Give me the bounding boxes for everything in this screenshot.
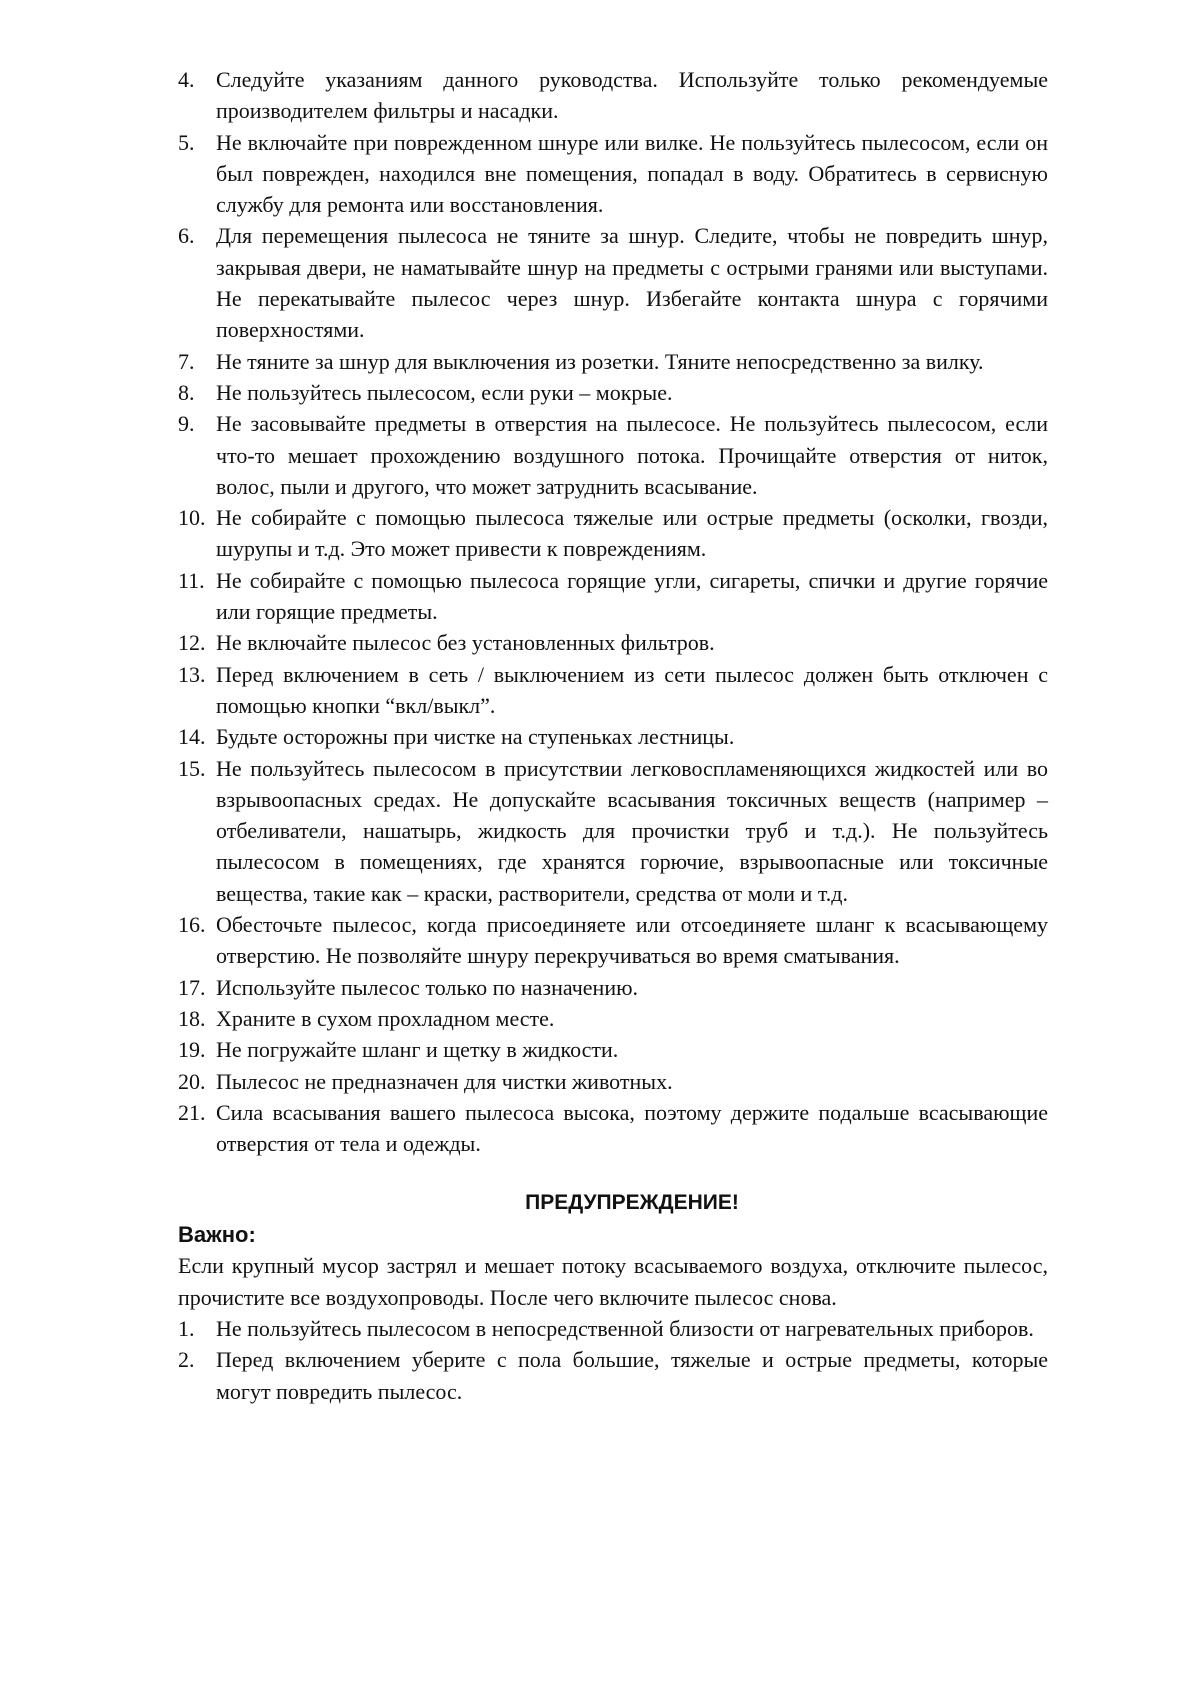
list-item xyxy=(178,909,1048,972)
item-number: 10. xyxy=(178,505,206,531)
item-number: 2. xyxy=(178,1347,195,1373)
list-item xyxy=(178,1066,1048,1097)
item-number: 5. xyxy=(178,129,195,155)
item-number: 18. xyxy=(178,1005,206,1031)
item-text: Будьте осторожны при чистке на ступеньках лестницы. xyxy=(216,724,735,750)
warning-heading: ПРЕДУПРЕЖДЕНИЕ! xyxy=(525,1191,739,1215)
list-item xyxy=(178,1003,1048,1034)
item-number: 20. xyxy=(178,1068,206,1094)
item-number: 16. xyxy=(178,912,206,938)
warning-list xyxy=(178,1313,1048,1407)
item-text: Не пользуйтесь пылесосом, если руки – мокрые. xyxy=(216,379,673,405)
list-item xyxy=(178,1034,1048,1065)
item-text: Не пользуйтесь пылесосом в непосредственной близости от нагревательных приборов. xyxy=(216,1315,1034,1341)
item-text: Перед включением в сеть / выключением из сети пылесос должен быть отключен с помощью кнопки “вкл/выкл”. xyxy=(216,661,1048,718)
item-text: Не погружайте шланг и щетку в жидкости. xyxy=(216,1037,619,1063)
list-item xyxy=(178,565,1048,628)
item-text: Не собирайте с помощью пылесоса тяжелые или острые предметы (осколки, гвозди, шурупы и т.д. Это может привести к повреждениям. xyxy=(216,505,1048,562)
item-number: 9. xyxy=(178,411,195,437)
item-number: 11. xyxy=(178,567,205,593)
item-text: Сила всасывания вашего пылесоса высока, поэтому держите подальше всасывающие отверстия от тела и одежды. xyxy=(216,1099,1048,1157)
item-text: Следуйте указаниям данного руководства. Используйте только рекомендуемые производителем фильтры и насадки. xyxy=(216,67,1048,124)
list-item xyxy=(178,220,1048,345)
item-number: 12. xyxy=(178,630,206,656)
item-text: Не пользуйтесь пылесосом в присутствии легковоспламеняющихся жидкостей или во взрывоопасных средах. Не допускайте всасывания токсичных веществ (например – отбеливатели, нашатырь, жидкость для прочистки труб и т.д.). Не пользуйтесь пылесосом в помещениях, где хранятся горючие, взрывоопасные или токсичные вещества, такие как – краски, растворители, средства от моли и т.д. xyxy=(216,755,1048,906)
list-item xyxy=(178,659,1048,722)
list-item xyxy=(178,721,1048,752)
item-number: 21. xyxy=(178,1099,206,1125)
item-number: 4. xyxy=(178,67,195,92)
list-item xyxy=(178,377,1048,408)
item-text: Не включайте при поврежденном шнуре или вилке. Не пользуйтесь пылесосом, если он был поврежден, находился вне помещения, попадал в воду. Обратитесь в сервисную службу для ремонта или восстановления. xyxy=(216,129,1048,218)
item-number: 7. xyxy=(178,348,195,374)
item-number: 17. xyxy=(178,974,206,1000)
item-text: Не собирайте с помощью пылесоса горящие угли, сигареты, спички и другие горячие или горящие предметы. xyxy=(216,567,1048,625)
item-number: 15. xyxy=(178,755,206,781)
item-number: 8. xyxy=(178,379,195,405)
item-text: Пылесос не предназначен для чистки животных. xyxy=(216,1068,673,1094)
list-item xyxy=(178,972,1048,1003)
list-item xyxy=(178,64,1048,127)
item-number: 1. xyxy=(178,1315,195,1341)
item-text: Для перемещения пылесоса не тяните за шнур. Следите, чтобы не повредить шнур, закрывая двери, не наматывайте шнур на предметы с острыми гранями или выступами. Не перекатывайте пылесос через шнур. Избегайте контакта шнура с горячими поверхностями. xyxy=(216,223,1048,343)
item-text: Перед включением уберите с пола большие, тяжелые и острые предметы, которые могут повредить пылесос. xyxy=(216,1347,1048,1404)
item-number: 19. xyxy=(178,1037,206,1063)
item-number: 6. xyxy=(178,223,195,249)
item-text: Не засовывайте предметы в отверстия на пылесосе. Не пользуйтесь пылесосом, если что-то мешает прохождению воздушного потока. Прочищайте отверстия от ниток, волос, пыли и другого, что может затруднить всасывание. xyxy=(216,411,1048,499)
document-page xyxy=(178,64,1048,1407)
item-text: Не включайте пылесос без установленных фильтров. xyxy=(216,630,715,656)
important-subheading: Важно: xyxy=(178,1222,256,1248)
list-item xyxy=(178,502,1048,565)
item-text: Храните в сухом прохладном месте. xyxy=(216,1005,555,1031)
list-item xyxy=(178,1313,1048,1344)
list-item xyxy=(178,346,1048,377)
list-item xyxy=(178,408,1048,502)
warning-paragraph: Если крупный мусор застрял и мешает потоку всасываемого воздуха, отключите пылесос, прочистите все воздухопроводы. После чего включите пылесос снова. xyxy=(178,1253,1048,1310)
item-text: Не тяните за шнур для выключения из розетки. Тяните непосредственно за вилку. xyxy=(216,348,984,374)
rules-list xyxy=(178,64,1048,1159)
list-item xyxy=(178,127,1048,221)
item-number: 13. xyxy=(178,661,206,687)
list-item xyxy=(178,1097,1048,1160)
item-text: Используйте пылесос только по назначению. xyxy=(216,974,639,1000)
list-item xyxy=(178,753,1048,909)
item-text: Обесточьте пылесос, когда присоединяете или отсоединяете шланг к всасывающему отверстию. Не позволяйте шнуру перекручиваться во время сматывания. xyxy=(216,912,1048,969)
item-number: 14. xyxy=(178,724,206,750)
list-item xyxy=(178,1344,1048,1407)
list-item xyxy=(178,627,1048,658)
